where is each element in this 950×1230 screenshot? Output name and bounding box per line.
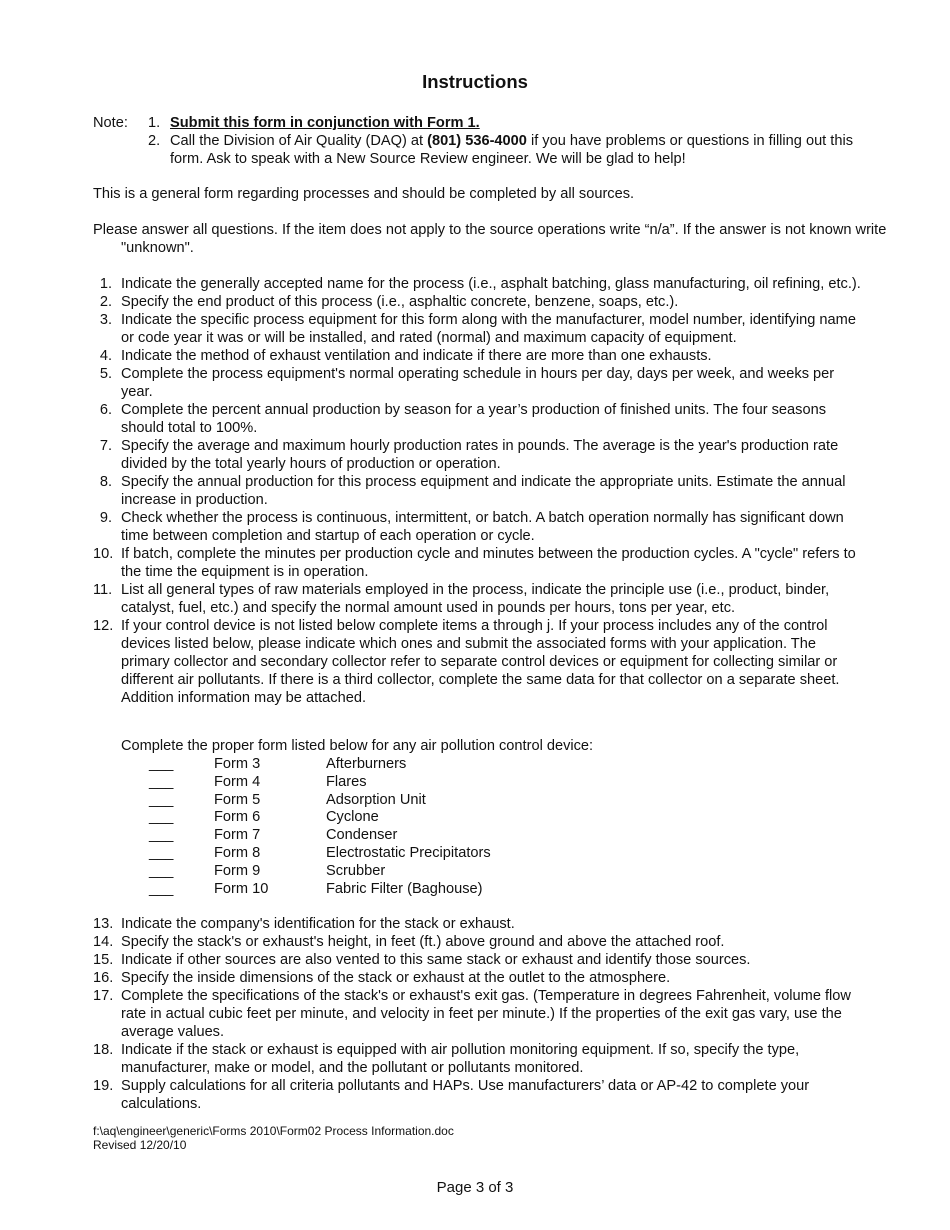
form-description: Fabric Filter (Baghouse) [326,880,483,897]
instruction-item-number: 9. [99,510,112,526]
form-number: Form 8 [214,844,261,861]
form-checkbox-blank[interactable]: ___ [149,880,174,897]
instruction-item [93,581,863,617]
instruction-item-text: Specify the stack's or exhaust's height, in feet (ft.) above ground and above the attached roof. [121,934,725,950]
instruction-item-text: Specify the annual production for this process equipment and indicate the appropriate units. Estimate the annual increase in production. [121,474,846,508]
instruction-item [93,915,863,933]
instruction-item-number: 13. [93,916,114,932]
instruction-item [93,311,863,347]
instruction-item-text: Check whether the process is continuous, intermittent, or batch. A batch operation normally has significant down time between completion and startup of each operation or cycle. [121,510,844,544]
form-description: Afterburners [326,756,407,772]
control-device-forms-list [121,755,821,897]
form-number: Form 9 [214,862,261,879]
instruction-item-text: If batch, complete the minutes per production cycle and minutes between the production cycles. A "cycle" refers to the time the equipment is in operation. [121,546,856,580]
note-item-text-cont: if you have problems or questions in filling out this form. Ask to speak with a New Source Review engineer. We will be glad to help! [170,133,854,167]
form-number: Form 4 [214,773,261,790]
instruction-item [93,347,863,365]
form-row [121,880,821,898]
instruction-item [93,1041,863,1077]
footer-file-info [93,1124,454,1152]
form-description: Scrubber [326,862,386,879]
instruction-item-text: Indicate the method of exhaust ventilation and indicate if there are more than one exhausts. [121,348,712,364]
instruction-item [93,275,863,293]
instruction-item [93,1077,863,1113]
instruction-item-number: 8. [99,474,112,490]
form-row [121,844,821,862]
instruction-item [93,401,863,437]
instruction-item [93,437,863,473]
instruction-item-text: Complete the process equipment's normal operating schedule in hours per day, days per week, and weeks per year. [121,366,835,400]
form-description: Adsorption Unit [326,791,426,808]
instruction-item [93,293,863,311]
note-item-number: 1. [148,115,161,131]
instruction-item [93,473,863,509]
note-item-2 [148,132,858,168]
form-row [121,773,821,791]
form-number: Form 10 [214,880,269,897]
instruction-item [93,617,863,707]
instruction-item-number: 2. [99,294,112,310]
form-description: Flares [326,773,367,790]
instruction-item-text: Indicate if other sources are also vented to this same stack or exhaust and identify those sources. [121,952,751,968]
instruction-item-number: 18. [93,1042,114,1058]
form-row [121,755,821,773]
instruction-item-text: Indicate if the stack or exhaust is equipped with air pollution monitoring equipment. If so, specify the type, manufacturer, make or model, and the pollutant or pollutants monitored. [121,1042,800,1076]
form-number: Form 5 [214,791,261,808]
instruction-item-number: 6. [99,402,112,418]
instruction-item-number: 12. [93,618,114,634]
form-checkbox-blank[interactable]: ___ [149,756,174,772]
instruction-item-text: Complete the percent annual production by season for a year’s production of finished units. The four seasons should total to 100%. [121,402,826,436]
instruction-item-number: 16. [93,970,114,986]
form-row [121,791,821,809]
instruction-item-text: Supply calculations for all criteria pollutants and HAPs. Use manufacturers’ data or AP-42 to complete your calculations. [121,1078,810,1112]
page-number: Page 3 of 3 [436,1179,514,1196]
revision-date: Revised 12/20/10 [93,1138,187,1152]
instruction-item-number: 5. [99,366,112,382]
instruction-item [93,969,863,987]
instruction-item [93,933,863,951]
general-statement: This is a general form regarding processes and should be completed by all sources. [93,186,635,202]
form-number: Form 7 [214,827,261,844]
instruction-item [93,987,863,1041]
form-description: Electrostatic Precipitators [326,844,491,861]
instruction-item-text: Complete the specifications of the stack's or exhaust's exit gas. (Temperature in degrees Fahrenheit, volume flow rate in actual cubic feet per minute, and velocity in feet per minute.) If the properties of the exit gas vary, use the average values. [121,988,851,1040]
instruction-list-b [93,915,863,1113]
instruction-item-text: Specify the end product of this process (i.e., asphaltic concrete, benzene, soaps, etc.). [121,294,679,310]
instruction-item-text: If your control device is not listed below complete items a through j. If your process includes any of the control devices listed below, please indicate which ones and submit the associated forms with your application. The primary collector and secondary collector refer to separate control devices or equipment for collecting similar or different air pollutants. If there is a third collector, complete the same data for that collector on a separate sheet. Addition information may be attached. [121,618,840,706]
note-item-text: Call the Division of Air Quality (DAQ) at [170,133,428,149]
instruction-item-number: 1. [99,276,112,292]
instruction-item-number: 15. [93,952,114,968]
form-description: Condenser [326,827,398,844]
daq-phone-number: (801) 536-4000 [427,133,527,149]
instruction-list-a [93,275,863,707]
forms-intro: Complete the proper form listed below for any air pollution control device: [121,738,594,754]
instruction-item-number: 7. [99,438,112,454]
instruction-item-number: 3. [99,312,112,328]
form-checkbox-blank[interactable]: ___ [149,844,174,861]
note-item-1 [148,114,858,132]
instruction-item-text: Specify the inside dimensions of the stack or exhaust at the outlet to the atmosphere. [121,970,671,986]
instruction-item-text: Specify the average and maximum hourly production rates in pounds. The average is the year's production rate divided by the total yearly hours of production or operation. [121,438,839,472]
instruction-item-text: Indicate the company's identification for the stack or exhaust. [121,916,515,932]
instruction-item-number: 10. [93,546,114,562]
note-item-number: 2. [148,133,161,149]
form-description: Cyclone [326,809,379,826]
instruction-item [93,545,863,581]
form-row [121,826,821,844]
instruction-item [93,951,863,969]
note-item-text: Submit this form in conjunction with Form 1. [170,115,480,131]
file-path: f:\aq\engineer\generic\Forms 2010\Form02 Process Information.doc [93,1124,454,1138]
instruction-item-number: 19. [93,1078,114,1094]
form-checkbox-blank[interactable]: ___ [149,809,174,826]
instruction-item-text: Indicate the specific process equipment for this form along with the manufacturer, model number, identifying name or code year it was or will be installed, and rated (normal) and maximum capacity of equipment. [121,312,856,346]
form-row [121,808,821,826]
instruction-item [93,365,863,401]
instruction-item [93,509,863,545]
form-row [121,862,821,880]
instruction-item-text: Indicate the generally accepted name for the process (i.e., asphalt batching, glass manufacturing, oil refining, etc.). [121,276,861,292]
instruction-item-number: 11. [93,582,113,598]
instruction-item-number: 17. [93,988,114,1004]
page-title: Instructions [422,71,528,92]
form-checkbox-blank[interactable]: ___ [149,827,174,844]
form-number: Form 6 [214,809,261,826]
form-checkbox-blank[interactable]: ___ [149,773,174,790]
form-checkbox-blank[interactable]: ___ [149,791,174,808]
note-label: Note: [93,115,128,131]
answer-instructions: Please answer all questions. If the item does not apply to the source operations write “n/a”. If the answer is not known write "unknown". [93,222,887,256]
instruction-item-number: 14. [93,934,114,950]
form-number: Form 3 [214,756,261,772]
instruction-item-text: List all general types of raw materials employed in the process, indicate the principle use (i.e., product, binder, catalyst, fuel, etc.) and specify the normal amount used in pounds per hours, tons per year, etc. [121,582,830,616]
form-checkbox-blank[interactable]: ___ [149,862,174,879]
instruction-item-number: 4. [99,348,112,364]
